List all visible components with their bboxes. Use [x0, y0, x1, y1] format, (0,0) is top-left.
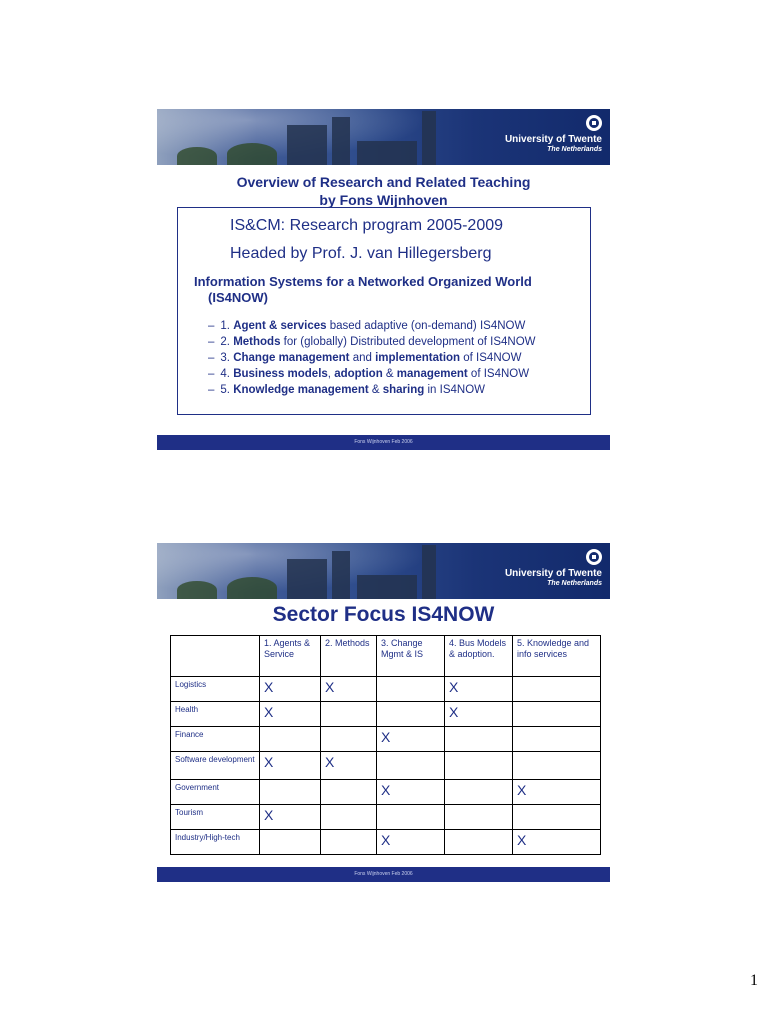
table-cell	[445, 830, 513, 855]
banner-building	[357, 575, 417, 599]
banner-building	[332, 117, 350, 165]
table-corner-cell	[171, 636, 260, 677]
table-cell: X	[260, 752, 321, 780]
list-item: – 5. Knowledge management & sharing in IS4NOW	[208, 384, 485, 396]
university-name: University of Twente	[504, 134, 602, 145]
table-cell	[260, 727, 321, 752]
row-label: Tourism	[171, 805, 260, 830]
table-cell: X	[513, 780, 601, 805]
banner-tree	[227, 143, 277, 165]
table-cell	[260, 780, 321, 805]
column-header: 2. Methods	[321, 636, 377, 677]
university-country: The Netherlands	[547, 146, 602, 153]
row-label: Health	[171, 702, 260, 727]
university-logo-icon	[586, 549, 602, 565]
title-line-2: by Fons Wijnhoven	[319, 192, 448, 208]
column-header: 4. Bus Models & adoption.	[445, 636, 513, 677]
table-cell	[513, 805, 601, 830]
table-cell	[445, 752, 513, 780]
table-cell	[445, 780, 513, 805]
slide-1	[157, 109, 610, 451]
research-program-box	[177, 207, 591, 415]
table-row	[171, 727, 601, 752]
list-item: – 1. Agent & services based adaptive (on-demand) IS4NOW	[208, 320, 526, 332]
table-cell: X	[321, 752, 377, 780]
row-label: Logistics	[171, 677, 260, 702]
table-row	[171, 830, 601, 855]
research-line-list	[208, 318, 590, 398]
banner-1	[157, 109, 610, 165]
table-header-row	[171, 636, 601, 677]
row-label: Industry/High-tech	[171, 830, 260, 855]
table-cell: X	[445, 677, 513, 702]
table-cell: X	[260, 702, 321, 727]
banner-2	[157, 543, 610, 599]
table-cell	[513, 727, 601, 752]
table-cell: X	[513, 830, 601, 855]
slide-1-title	[157, 173, 610, 209]
column-header: 3. Change Mgmt & IS	[377, 636, 445, 677]
sector-focus-table	[170, 635, 601, 855]
banner-building	[332, 551, 350, 599]
table-cell	[321, 727, 377, 752]
table-cell	[321, 830, 377, 855]
table-cell: X	[377, 727, 445, 752]
table-cell: X	[260, 677, 321, 702]
table-row	[171, 752, 601, 780]
table-row	[171, 677, 601, 702]
column-header: 5. Knowledge and info services	[513, 636, 601, 677]
table-cell	[377, 805, 445, 830]
table-cell	[321, 702, 377, 727]
table-cell	[513, 702, 601, 727]
table-row	[171, 805, 601, 830]
table-cell	[377, 702, 445, 727]
column-header: 1. Agents & Service	[260, 636, 321, 677]
table-cell	[321, 805, 377, 830]
table-cell	[445, 805, 513, 830]
row-label: Finance	[171, 727, 260, 752]
table-cell: X	[260, 805, 321, 830]
program-acronym: (IS4NOW)	[208, 290, 268, 305]
program-subheading: Information Systems for a Networked Organized World	[194, 274, 532, 289]
table-row	[171, 702, 601, 727]
table-cell: X	[377, 780, 445, 805]
table-cell	[513, 752, 601, 780]
banner-building	[287, 559, 327, 599]
table-cell	[445, 727, 513, 752]
program-heading: IS&CM: Research program 2005-2009	[230, 217, 504, 234]
row-label: Software development	[171, 752, 260, 780]
list-item: – 4. Business models, adoption & management of IS4NOW	[208, 368, 530, 380]
table-cell	[513, 677, 601, 702]
table-cell: X	[445, 702, 513, 727]
university-name: University of Twente	[504, 568, 602, 579]
banner-building	[422, 545, 436, 599]
table-cell	[321, 780, 377, 805]
list-item: – 2. Methods for (globally) Distributed development of IS4NOW	[208, 336, 536, 348]
row-label: Government	[171, 780, 260, 805]
table-cell: X	[321, 677, 377, 702]
banner-building	[357, 141, 417, 165]
banner-tree	[177, 147, 217, 165]
list-item: – 3. Change management and implementation of IS4NOW	[208, 352, 522, 364]
slide-2	[157, 543, 610, 883]
table-cell	[260, 830, 321, 855]
table-cell	[377, 677, 445, 702]
university-logo-icon	[586, 115, 602, 131]
banner-building	[422, 111, 436, 165]
slide-2-title: Sector Focus IS4NOW	[272, 603, 495, 626]
banner-tree	[227, 577, 277, 599]
table-cell: X	[377, 830, 445, 855]
table-cell	[377, 752, 445, 780]
banner-tree	[177, 581, 217, 599]
slide-1-footer: Fons Wijnhoven Feb 2006	[157, 435, 610, 450]
program-head: Headed by Prof. J. van Hillegersberg	[230, 245, 492, 262]
table-row	[171, 780, 601, 805]
slide-2-footer: Fons Wijnhoven Feb 2006	[157, 867, 610, 882]
title-line-1: Overview of Research and Related Teaching	[236, 174, 531, 190]
university-country: The Netherlands	[547, 580, 602, 587]
banner-building	[287, 125, 327, 165]
page-number: 1	[750, 972, 758, 989]
